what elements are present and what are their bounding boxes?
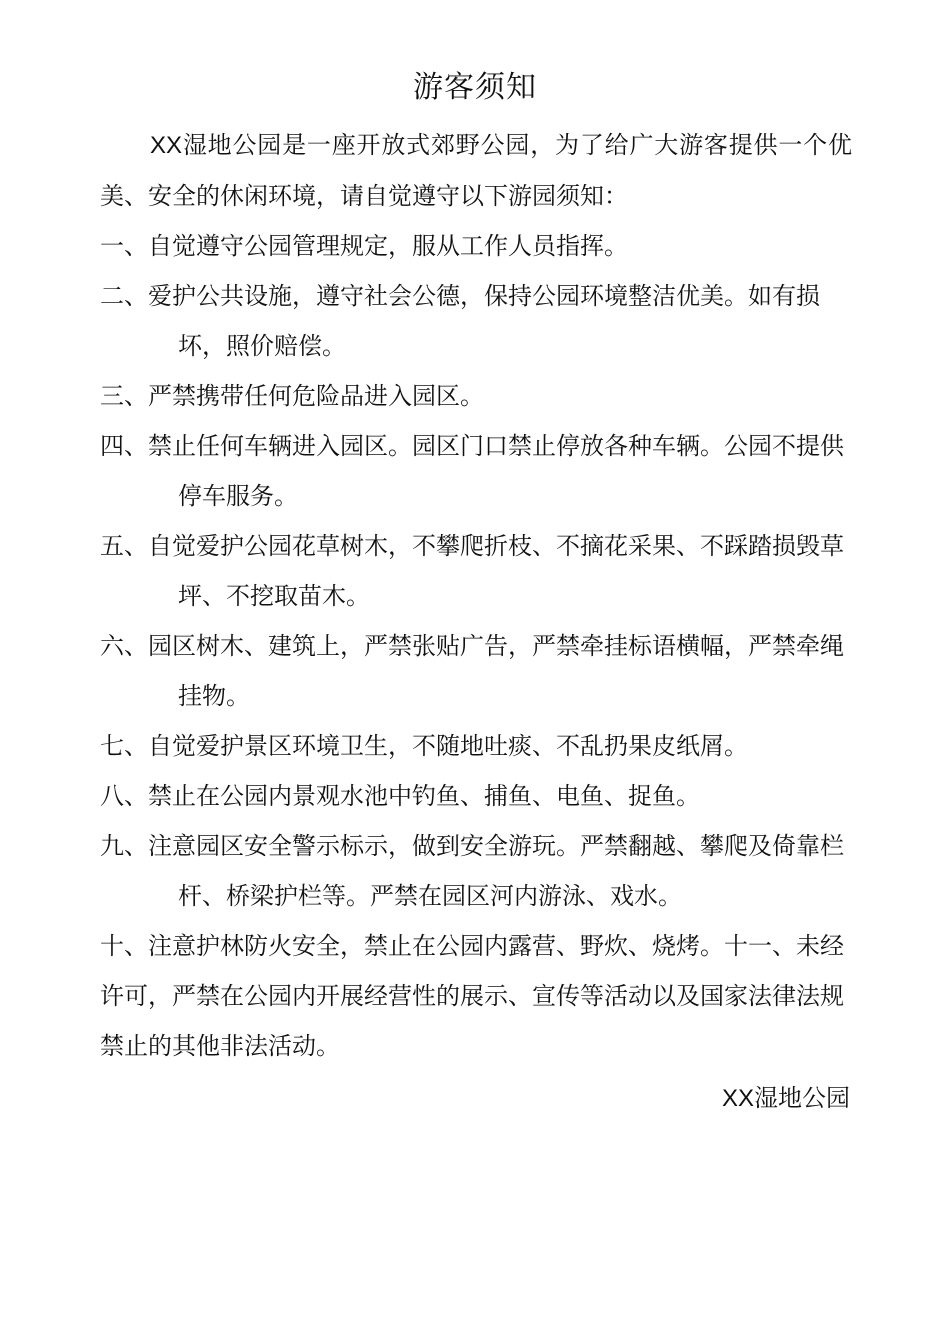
signature-code: XX bbox=[721, 1085, 754, 1112]
rule-item-3: 三、严禁携带任何危险品进入园区。 bbox=[100, 382, 484, 410]
rule-item-1: 一、自觉遵守公园管理规定，服从工作人员指挥。 bbox=[100, 232, 628, 260]
page-title: 游客须知 bbox=[413, 70, 537, 105]
notice-body bbox=[100, 120, 852, 1071]
rule-item-7: 七、自觉爱护景区环境卫生，不随地吐痰、不乱扔果皮纸屑。 bbox=[100, 732, 748, 760]
rule-item-8: 八、禁止在公园内景观水池中钓鱼、捕鱼、电鱼、捉鱼。 bbox=[100, 782, 700, 810]
rule-item-4: 四、禁止任何车辆进入园区。园区门口禁止停放各种车辆。公园不提供停车服务。 bbox=[100, 432, 844, 510]
rule-item-6: 六、园区树木、建筑上，严禁张贴广告，严禁牵挂标语横幅，严禁牵绳挂物。 bbox=[100, 632, 844, 710]
signature-text: 湿地公园 bbox=[754, 1084, 850, 1112]
park-code: XX bbox=[150, 132, 183, 159]
rule-item-9: 九、注意园区安全警示标示，做到安全游玩。严禁翻越、攀爬及倚靠栏杆、桥梁护栏等。严禁在园区河内游泳、戏水。 bbox=[100, 832, 844, 910]
rule-item-5: 五、自觉爱护公园花草树木，不攀爬折枝、不摘花采果、不踩踏损毁草坪、不挖取苗木。 bbox=[100, 532, 844, 610]
rule-item-10: 十、注意护林防火安全，禁止在公园内露营、野炊、烧烤。十一、未经许可，严禁在公园内开展经营性的展示、宣传等活动以及国家法律法规禁止的其他非法活动。 bbox=[100, 932, 844, 1060]
signature bbox=[722, 1073, 850, 1124]
rules-list bbox=[100, 221, 852, 1071]
intro-paragraph bbox=[100, 120, 852, 221]
intro-text: 湿地公园是一座开放式郊野公园，为了给广大游客提供一个优美、安全的休闲环境，请自觉遵守以下游园须知： bbox=[100, 131, 852, 210]
rule-item-2: 二、爱护公共设施，遵守社会公德，保持公园环境整洁优美。如有损坏，照价赔偿。 bbox=[100, 282, 820, 360]
